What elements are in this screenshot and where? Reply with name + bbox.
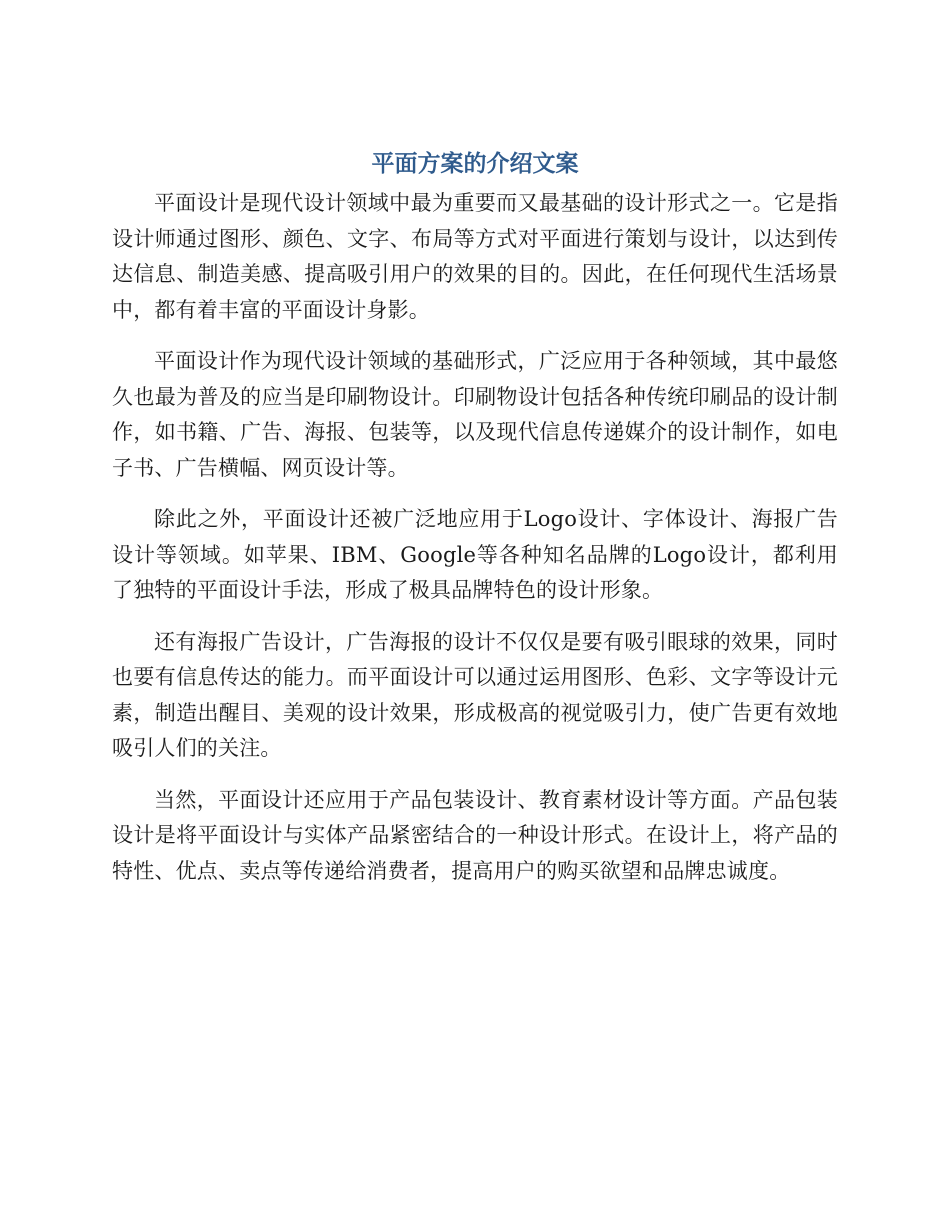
paragraph-3: 除此之外，平面设计还被广泛地应用于Logo设计、字体设计、海报广告设计等领域。如苹果、IBM、Google等各种知名品牌的Logo设计，都利用了独特的平面设计手法，形成了极具品牌特色的设计形象。 bbox=[112, 507, 838, 602]
paragraph-4: 还有海报广告设计，广告海报的设计不仅仅是要有吸引眼球的效果，同时也要有信息传达的能力。而平面设计可以通过运用图形、色彩、文字等设计元素，制造出醒目、美观的设计效果，形成极高的视觉吸引力，使广告更有效地吸引人们的关注。 bbox=[112, 629, 838, 760]
paragraph-5: 当然，平面设计还应用于产品包装设计、教育素材设计等方面。产品包装设计是将平面设计与实体产品紧密结合的一种设计形式。在设计上，将产品的特性、优点、卖点等传递给消费者，提高用户的购买欲望和品牌忠诚度。 bbox=[112, 787, 838, 883]
paragraph-1: 平面设计是现代设计领域中最为重要而又最基础的设计形式之一。它是指设计师通过图形、颜色、文字、布局等方式对平面进行策划与设计，以达到传达信息、制造美感、提高吸引用户的效果的目的。因此，在任何现代生活场景中，都有着丰富的平面设计身影。 bbox=[112, 191, 838, 322]
paragraph-2: 平面设计作为现代设计领域的基础形式，广泛应用于各种领域，其中最悠久也最为普及的应当是印刷物设计。印刷物设计包括各种传统印刷品的设计制作，如书籍、广告、海报、包装等，以及现代信息传递媒介的设计制作，如电子书、广告横幅、网页设计等。 bbox=[112, 349, 838, 480]
document-title: 平面方案的介绍文案 bbox=[371, 151, 579, 177]
